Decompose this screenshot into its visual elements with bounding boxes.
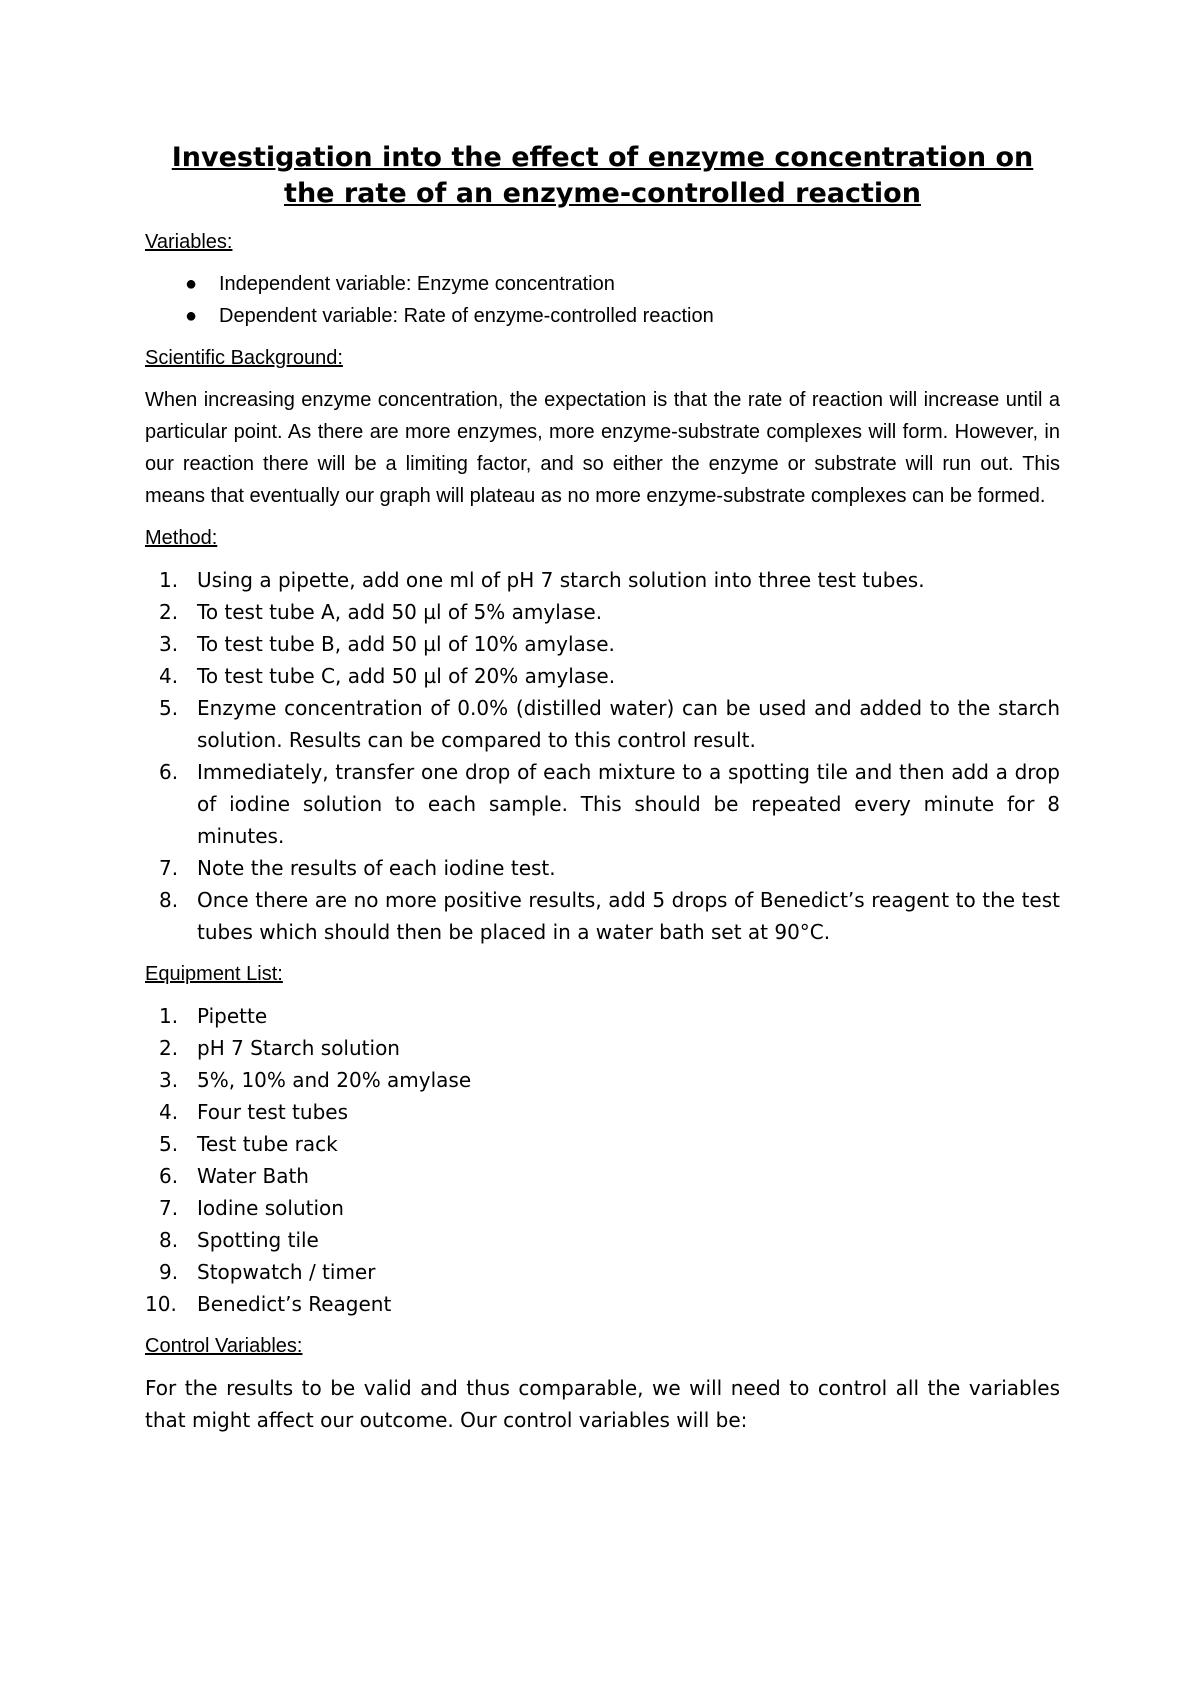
step-number: 1. xyxy=(159,568,179,592)
list-item xyxy=(145,1032,1060,1064)
item-text: Spotting tile xyxy=(197,1228,319,1252)
item-number: 5. xyxy=(159,1132,179,1156)
item-number: 1. xyxy=(159,1004,179,1028)
step-text: To test tube C, add 50 µl of 20% amylase. xyxy=(197,664,616,688)
list-item xyxy=(145,1000,1060,1032)
item-text: Test tube rack xyxy=(197,1132,338,1156)
method-list xyxy=(145,564,1060,948)
list-item xyxy=(145,1192,1060,1224)
variables-list xyxy=(145,268,1060,332)
list-item xyxy=(145,1256,1060,1288)
item-text: pH 7 Starch solution xyxy=(197,1036,400,1060)
equipment-heading: Equipment List: xyxy=(145,963,283,985)
equipment-list xyxy=(145,1000,1060,1320)
item-number: 8. xyxy=(159,1228,179,1252)
item-text: Water Bath xyxy=(197,1164,309,1188)
method-step xyxy=(145,596,1060,628)
bullet-icon: ● xyxy=(185,305,198,327)
list-item xyxy=(145,268,1060,300)
list-item xyxy=(145,1064,1060,1096)
item-number: 2. xyxy=(159,1036,179,1060)
item-text: Four test tubes xyxy=(197,1100,348,1124)
step-text: Immediately, transfer one drop of each mixture to a spotting tile and then add a drop of iodine solution to each sample. This should be repeated every minute for 8 minutes. xyxy=(197,760,1060,848)
variable-independent: Independent variable: Enzyme concentration xyxy=(219,273,615,295)
background-heading: Scientific Background: xyxy=(145,347,343,369)
method-step xyxy=(145,852,1060,884)
step-number: 2. xyxy=(159,600,179,624)
step-text: Enzyme concentration of 0.0% (distilled water) can be used and added to the starch solution. Results can be compared to this control result. xyxy=(197,696,1060,752)
item-text: Benedict’s Reagent xyxy=(197,1292,392,1316)
step-number: 4. xyxy=(159,664,179,688)
document-title: Investigation into the effect of enzyme concentration on the rate of an enzyme-controlled reaction xyxy=(171,142,1034,209)
item-number: 6. xyxy=(159,1164,179,1188)
item-number: 3. xyxy=(159,1068,179,1092)
method-step xyxy=(145,884,1060,948)
step-number: 3. xyxy=(159,632,179,656)
item-number: 7. xyxy=(159,1196,179,1220)
list-item xyxy=(145,1224,1060,1256)
step-number: 5. xyxy=(159,696,179,720)
document-content xyxy=(145,140,1060,1436)
method-step xyxy=(145,564,1060,596)
step-number: 7. xyxy=(159,856,179,880)
method-step xyxy=(145,628,1060,660)
step-text: Using a pipette, add one ml of pH 7 starch solution into three test tubes. xyxy=(197,568,925,592)
list-item xyxy=(145,1128,1060,1160)
method-step xyxy=(145,692,1060,756)
step-text: Note the results of each iodine test. xyxy=(197,856,556,880)
bullet-icon: ● xyxy=(185,273,198,295)
step-text: Once there are no more positive results, add 5 drops of Benedict’s reagent to the test tubes which should then be placed in a water bath set at 90°C. xyxy=(197,888,1060,944)
item-text: Iodine solution xyxy=(197,1196,344,1220)
item-number: 4. xyxy=(159,1100,179,1124)
control-heading: Control Variables: xyxy=(145,1335,303,1357)
list-item xyxy=(145,1288,1060,1320)
item-text: Stopwatch / timer xyxy=(197,1260,376,1284)
list-item xyxy=(145,1096,1060,1128)
method-heading: Method: xyxy=(145,527,218,549)
list-item xyxy=(145,1160,1060,1192)
control-paragraph: For the results to be valid and thus comparable, we will need to control all the variables that might affect our outcome. Our control variables will be: xyxy=(145,1376,1060,1432)
item-number: 10. xyxy=(145,1292,177,1316)
item-text: Pipette xyxy=(197,1004,268,1028)
background-paragraph: When increasing enzyme concentration, the expectation is that the rate of reaction will increase until a particular point. As there are more enzymes, more enzyme-substrate complexes will form. However, in our reaction there will be a limiting factor, and so either the enzyme or substrate will run out. This means that eventually our graph will plateau as no more enzyme-substrate complexes can be formed. xyxy=(145,389,1060,507)
method-step xyxy=(145,660,1060,692)
variable-dependent: Dependent variable: Rate of enzyme-controlled reaction xyxy=(219,305,714,327)
step-text: To test tube B, add 50 µl of 10% amylase. xyxy=(197,632,615,656)
list-item xyxy=(145,300,1060,332)
variables-heading: Variables: xyxy=(145,231,233,253)
item-text: 5%, 10% and 20% amylase xyxy=(197,1068,472,1092)
item-number: 9. xyxy=(159,1260,179,1284)
step-number: 6. xyxy=(159,760,179,784)
method-step xyxy=(145,756,1060,852)
step-text: To test tube A, add 50 µl of 5% amylase. xyxy=(197,600,603,624)
step-number: 8. xyxy=(159,888,179,912)
